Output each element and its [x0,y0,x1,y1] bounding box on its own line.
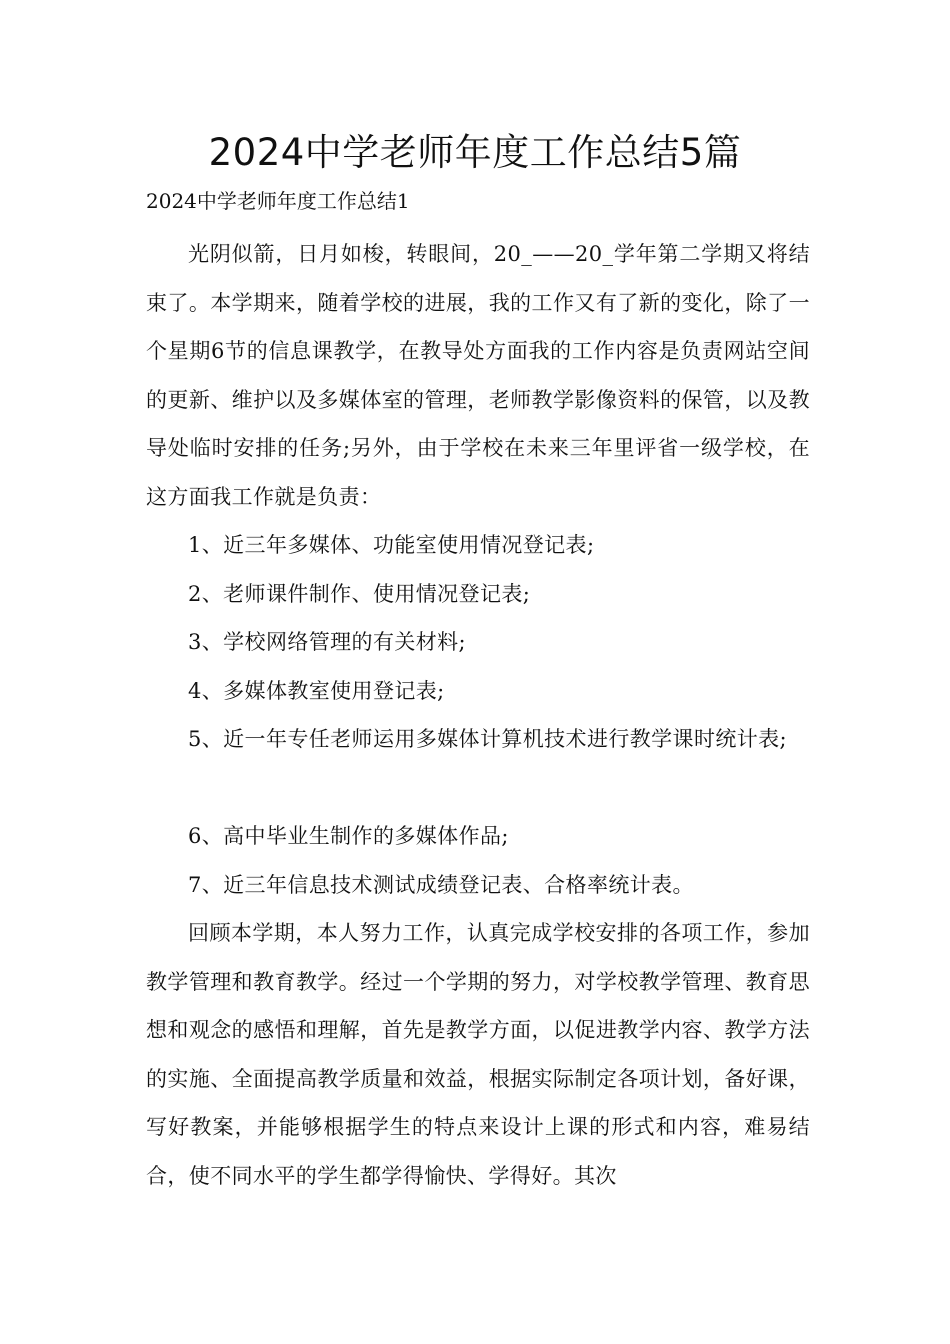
list-item: 5、近一年专任老师运用多媒体计算机技术进行教学课时统计表; [188,727,788,751]
intro-paragraph: 光阴似箭，日月如梭，转眼间，20_——20_学年第二学期又将结束了。本学期来，随着学校的进展，我的工作又有了新的变化，除了一个星期6节的信息课教学，在教导处方面我的工作内容是负责网站空间的更新、维护以及多媒体室的管理，老师教学影像资料的保管，以及教导处临时安排的任务;另外，由于学校在未来三年里评省一级学校，在这方面我工作就是负责： [146,242,810,509]
list-item: 2、老师课件制作、使用情况登记表; [188,581,531,606]
document-title: 2024中学老师年度工作总结5篇 [208,131,742,174]
section-subtitle: 2024中学老师年度工作总结1 [146,189,410,213]
list-item: 7、近三年信息技术测试成绩登记表、合格率统计表。 [188,872,694,897]
blank-line [146,764,810,813]
list-item: 4、多媒体教室使用登记表; [188,678,445,703]
document-body [146,230,810,1200]
list-item: 3、学校网络管理的有关材料; [188,630,467,654]
list-item: 1、近三年多媒体、功能室使用情况登记表; [188,533,595,557]
review-paragraph: 回顾本学期，本人努力工作，认真完成学校安排的各项工作，参加教学管理和教育教学。经过一个学期的努力，对学校教学管理、教育思想和观念的感悟和理解，首先是教学方面，以促进教学内容、教学方法的实施、全面提高教学质量和效益，根据实际制定各项计划，备好课，写好教案，并能够根据学生的特点来设计上课的形式和内容，难易结合，使不同水平的学生都学得愉快、学得好。其次 [146,921,810,1188]
list-item: 6、高中毕业生制作的多媒体作品; [188,824,509,848]
